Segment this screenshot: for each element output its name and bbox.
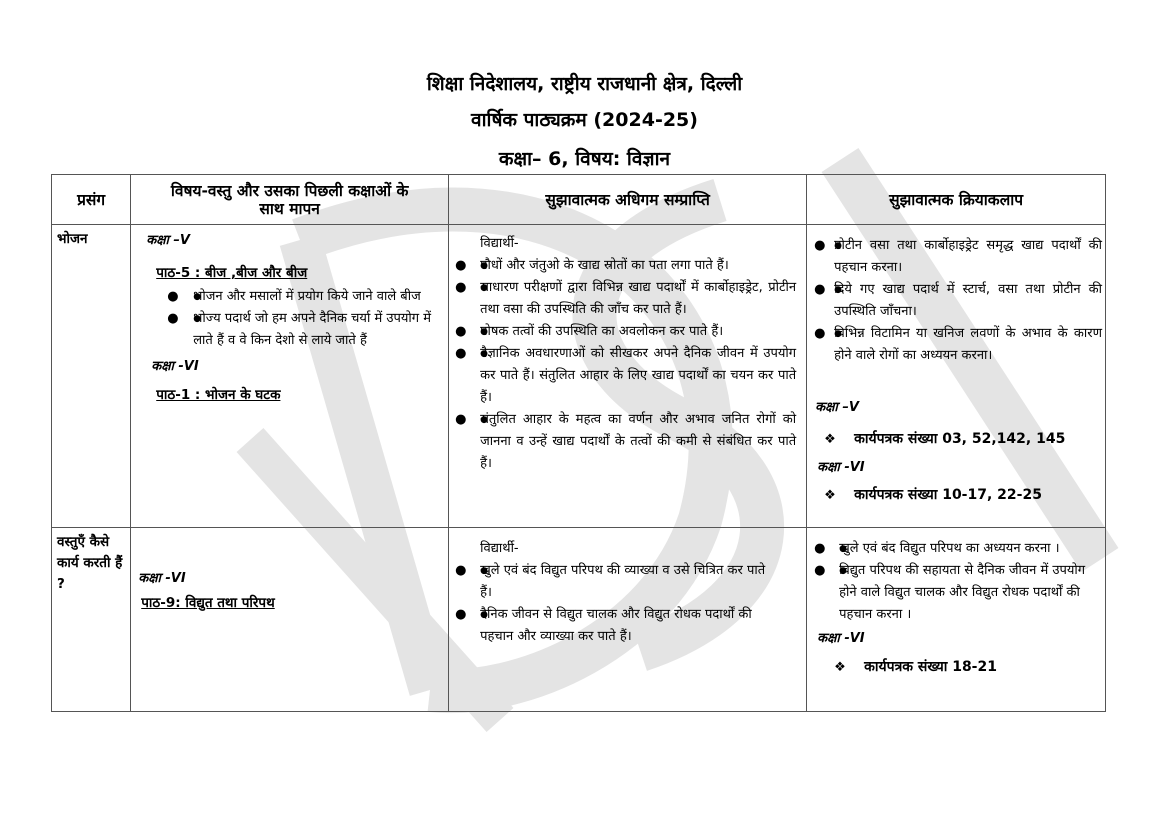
worksheet-text: कार्यपत्रक संख्या 03, 52,142, 145 (854, 431, 1066, 447)
column-header-activities: सुझावात्मक क्रियाकलाप (807, 175, 1106, 225)
page-title-directorate: शिक्षा निदेशालय, राष्ट्रीय राजधानी क्षेत्र, दिल्ली (426, 73, 743, 95)
bullet-icon: ● ● (167, 311, 179, 326)
worksheet-text: कार्यपत्रक संख्या 10-17, 22-25 (854, 487, 1042, 503)
list-item-text: विद्युत परिपथ की सहायता से दैनिक जीवन में उपयोग होने वाले विद्युत चालक और विद्युत रोधक पदार्थों की पहचान करना । (839, 563, 1086, 622)
content-cell (131, 225, 449, 528)
list-item (814, 279, 1102, 323)
list-item-text: दिये गए खाद्य पदार्थ में स्टार्च, वसा तथा प्रोटीन की उपस्थिति जाँचना। (834, 282, 1102, 319)
list-item (455, 560, 766, 604)
diamond-bullet-icon: ❖ (834, 660, 846, 675)
list-item (455, 277, 797, 321)
worksheet-item (807, 650, 1105, 679)
class-label: कक्षा –V (815, 400, 859, 415)
activities-cell (807, 528, 1106, 712)
lesson-title: पाठ-5 : बीज ,बीज और बीज (156, 265, 308, 281)
class-label: कक्षा –V (146, 233, 190, 248)
outcomes-cell (449, 528, 807, 712)
list-item-text: पोषक तत्वों की उपस्थिति का अवलोकन कर पाते हैं। (480, 324, 724, 339)
column-header-content-label: विषय-वस्तु और उसका पिछली कक्षाओं के साथ मापन (170, 181, 409, 218)
table-row (52, 528, 1106, 712)
list-item-text: साधारण परीक्षणों द्वारा विभिन्न खाद्य पदार्थों में कार्बोहाइड्रेट, प्रोटीन तथा वसा की उपस्थिति की जाँच कर पाते हैं। (480, 280, 797, 317)
worksheet-text: कार्यपत्रक संख्या 18-21 (864, 659, 997, 675)
table-row (52, 225, 1106, 528)
worksheet-item (807, 419, 1105, 451)
bullet-icon: ● ● (455, 412, 467, 427)
bullet-icon: ● ● (814, 326, 826, 341)
outcomes-intro: विद्यार्थी- (480, 541, 519, 556)
list-item-text: भोज्य पदार्थ जो हम अपने दैनिक चर्या में उपयोग में लाते हैं व वे किन देशो से लाये जाते हैं (193, 311, 431, 348)
table-header-row (52, 175, 1106, 225)
bullet-icon: ● ● (814, 282, 826, 297)
lesson-title: पाठ-9: विद्युत तथा परिपथ (141, 595, 275, 611)
outcomes-intro: विद्यार्थी- (480, 236, 519, 251)
class-label: कक्षा -VI (817, 631, 865, 646)
bullet-icon: ● ● (167, 289, 179, 304)
column-header-content (131, 175, 449, 225)
list-item (167, 308, 448, 352)
list-item (814, 323, 1102, 367)
class-label: कक्षा -VI (151, 359, 199, 374)
column-header-outcomes: सुझावात्मक अधिगम सम्प्राप्ति (449, 175, 807, 225)
content-cell (131, 528, 449, 712)
activities-list (807, 528, 1105, 626)
bullet-icon: ● ● (455, 346, 467, 361)
list-item-text: संतुलित आहार के महत्व का वर्णन और अभाव जनित रोगों को जानना व उन्हें खाद्य पदार्थों के तत्वों की कमी से संबंधित कर पाते हैं। (480, 412, 797, 471)
list-item (455, 255, 796, 277)
page-title-class-subject: कक्षा– 6, विषय: विज्ञान (498, 148, 671, 170)
bullet-icon: ● ● (814, 563, 826, 578)
outcomes-list (449, 255, 806, 475)
list-item (455, 321, 796, 343)
list-item (814, 538, 1097, 560)
activities-list (807, 225, 1105, 367)
worksheet-item (807, 479, 1105, 507)
syllabus-table (51, 174, 1106, 712)
list-item (167, 286, 448, 308)
class-label: कक्षा -VI (138, 571, 186, 586)
list-item (814, 560, 1097, 626)
bullet-icon: ● ● (455, 324, 467, 339)
lesson-title: पाठ-1 : भोजन के घटक (156, 387, 281, 403)
column-header-topic: प्रसंग (52, 175, 131, 225)
list-item-text: दैनिक जीवन से विद्युत चालक और विद्युत रोधक पदार्थों की पहचान और व्याख्या कर पाते हैं। (480, 607, 752, 644)
bullet-icon: ● ● (455, 607, 467, 622)
topic-cell: वस्तुएँ कैसे कार्य करती हैं ? (52, 528, 131, 712)
diamond-bullet-icon: ❖ (824, 488, 836, 503)
list-item-text: वैज्ञानिक अवधारणाओं को सीखकर अपने दैनिक जीवन में उपयोग कर पाते हैं। संतुलित आहार के लिए खाद्य पदार्थों का चयन कर पाते हैं। (480, 346, 797, 405)
outcomes-cell (449, 225, 807, 528)
list-item (455, 604, 766, 648)
bullet-icon: ● ● (814, 541, 826, 556)
list-item-text: खुले एवं बंद विद्युत परिपथ का अध्ययन करना । (839, 541, 1060, 556)
list-item-text: प्रोटीन वसा तथा कार्बोहाइड्रेट समृद्ध खाद्य पदार्थों की पहचान करना। (834, 238, 1102, 275)
list-item-text: विभिन्न विटामिन या खनिज लवणों के अभाव के कारण होने वाले रोगों का अध्ययन करना। (834, 326, 1102, 363)
content-list (131, 284, 448, 352)
class-label: कक्षा -VI (817, 460, 865, 475)
list-item-text: भोजन और मसालों में प्रयोग किये जाने वाले बीज (193, 289, 421, 304)
bullet-icon: ● ● (455, 280, 467, 295)
list-item-text: पौधों और जंतुओ के खाद्य स्रोतों का पता लगा पाते हैं। (480, 258, 729, 273)
bullet-icon: ● ● (814, 238, 826, 253)
bullet-icon: ● ● (455, 563, 467, 578)
bullet-icon: ● ● (455, 258, 467, 273)
diamond-bullet-icon: ❖ (824, 432, 836, 447)
activities-cell (807, 225, 1106, 528)
list-item (455, 343, 797, 409)
list-item (814, 235, 1102, 279)
topic-cell: भोजन (52, 225, 131, 528)
outcomes-list (449, 560, 806, 648)
page-title-syllabus: वार्षिक पाठ्यक्रम (2024-25) (471, 109, 698, 131)
list-item-text: खुले एवं बंद विद्युत परिपथ की व्याख्या व उसे चित्रित कर पाते हैं। (480, 563, 766, 600)
list-item (455, 409, 797, 475)
